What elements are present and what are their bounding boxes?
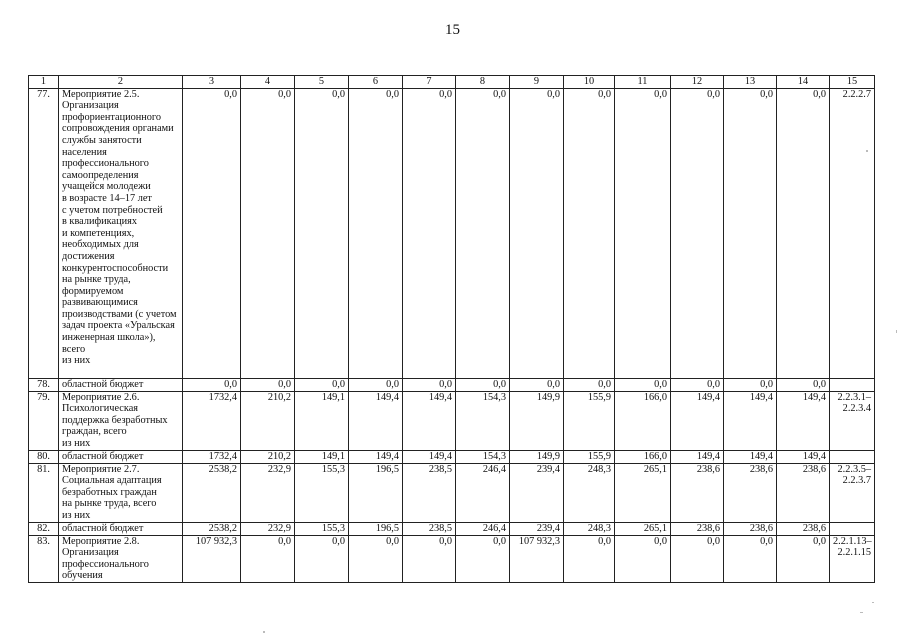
value-cell: 0,0	[456, 535, 510, 582]
table-row	[29, 535, 875, 582]
column-header: 1	[29, 76, 59, 89]
value-cell: 149,4	[349, 450, 403, 463]
value-cell: 154,3	[456, 391, 510, 450]
column-header: 13	[724, 76, 777, 89]
value-cell: 0,0	[295, 378, 349, 391]
value-cell: 196,5	[349, 522, 403, 535]
activity-name: областной бюджет	[59, 378, 183, 391]
value-cell: 149,4	[777, 450, 830, 463]
value-cell: 196,5	[349, 463, 403, 522]
column-header: 11	[615, 76, 671, 89]
value-cell: 0,0	[615, 88, 671, 378]
column-header: 3	[183, 76, 241, 89]
scan-speck	[263, 631, 265, 633]
column-header: 6	[349, 76, 403, 89]
value-cell: 149,9	[510, 391, 564, 450]
value-cell: 210,2	[241, 391, 295, 450]
page-number: 15	[445, 22, 460, 38]
value-cell: 0,0	[564, 88, 615, 378]
value-cell: 2538,2	[183, 463, 241, 522]
value-cell: 0,0	[349, 88, 403, 378]
table-row	[29, 378, 875, 391]
value-cell: 155,9	[564, 391, 615, 450]
value-cell: 210,2	[241, 450, 295, 463]
scan-speck	[860, 612, 863, 613]
target-code	[830, 378, 875, 391]
budget-table	[28, 75, 875, 583]
value-cell: 238,5	[403, 463, 456, 522]
column-header: 2	[59, 76, 183, 89]
value-cell: 155,3	[295, 522, 349, 535]
scan-speck	[896, 330, 897, 333]
value-cell: 265,1	[615, 463, 671, 522]
value-cell: 248,3	[564, 463, 615, 522]
value-cell: 0,0	[295, 535, 349, 582]
row-number: 78.	[29, 378, 59, 391]
value-cell: 107 932,3	[183, 535, 241, 582]
activity-name: Мероприятие 2.5. Организация профориентационного сопровождения органами службы занятости населения профессионального самоопределения учащейся молодежи в возрасте 14–17 лет с учетом потребностей в квалификациях и компетенциях, необходимых для достижения конкурентоспособности на рынке труда, формируемом развивающимися производствами (с учетом задач проекта «Уральская инженерная школа»), всего из них	[59, 88, 183, 378]
value-cell: 0,0	[615, 535, 671, 582]
value-cell: 0,0	[615, 378, 671, 391]
value-cell: 1732,4	[183, 391, 241, 450]
value-cell: 238,6	[671, 463, 724, 522]
value-cell: 149,1	[295, 391, 349, 450]
column-header: 15	[830, 76, 875, 89]
scan-speck	[872, 602, 874, 603]
value-cell: 149,4	[671, 450, 724, 463]
value-cell: 0,0	[777, 378, 830, 391]
value-cell: 232,9	[241, 463, 295, 522]
row-number: 80.	[29, 450, 59, 463]
value-cell: 0,0	[724, 535, 777, 582]
column-header: 10	[564, 76, 615, 89]
value-cell: 239,4	[510, 463, 564, 522]
value-cell: 149,4	[724, 450, 777, 463]
table-row	[29, 463, 875, 522]
column-header: 12	[671, 76, 724, 89]
value-cell: 0,0	[724, 378, 777, 391]
value-cell: 0,0	[510, 88, 564, 378]
value-cell: 0,0	[241, 535, 295, 582]
value-cell: 0,0	[671, 535, 724, 582]
target-code: 2.2.3.1– 2.2.3.4	[830, 391, 875, 450]
value-cell: 248,3	[564, 522, 615, 535]
value-cell: 246,4	[456, 522, 510, 535]
row-number: 83.	[29, 535, 59, 582]
value-cell: 0,0	[510, 378, 564, 391]
scan-speck	[866, 150, 868, 152]
table-row	[29, 450, 875, 463]
activity-name: областной бюджет	[59, 522, 183, 535]
column-header: 5	[295, 76, 349, 89]
column-header: 8	[456, 76, 510, 89]
value-cell: 238,5	[403, 522, 456, 535]
activity-name: Мероприятие 2.7. Социальная адаптация безработных граждан на рынке труда, всего из них	[59, 463, 183, 522]
value-cell: 149,4	[349, 391, 403, 450]
value-cell: 0,0	[241, 378, 295, 391]
header-row	[29, 76, 875, 89]
value-cell: 238,6	[671, 522, 724, 535]
value-cell: 149,4	[403, 450, 456, 463]
value-cell: 149,4	[403, 391, 456, 450]
value-cell: 238,6	[777, 522, 830, 535]
value-cell: 0,0	[241, 88, 295, 378]
target-code: 2.2.3.5– 2.2.3.7	[830, 463, 875, 522]
row-number: 82.	[29, 522, 59, 535]
value-cell: 149,4	[724, 391, 777, 450]
target-code: 2.2.2.7	[830, 88, 875, 378]
row-number: 77.	[29, 88, 59, 378]
activity-name: Мероприятие 2.8. Организация профессионального обучения	[59, 535, 183, 582]
target-code	[830, 450, 875, 463]
value-cell: 0,0	[456, 88, 510, 378]
value-cell: 0,0	[724, 88, 777, 378]
column-header: 9	[510, 76, 564, 89]
value-cell: 166,0	[615, 391, 671, 450]
row-number: 79.	[29, 391, 59, 450]
value-cell: 238,6	[724, 522, 777, 535]
target-code	[830, 522, 875, 535]
value-cell: 1732,4	[183, 450, 241, 463]
value-cell: 0,0	[671, 378, 724, 391]
row-number: 81.	[29, 463, 59, 522]
value-cell: 107 932,3	[510, 535, 564, 582]
value-cell: 0,0	[295, 88, 349, 378]
value-cell: 232,9	[241, 522, 295, 535]
value-cell: 0,0	[403, 378, 456, 391]
value-cell: 0,0	[777, 88, 830, 378]
value-cell: 0,0	[403, 535, 456, 582]
value-cell: 0,0	[564, 378, 615, 391]
table-row	[29, 522, 875, 535]
column-header: 4	[241, 76, 295, 89]
column-header: 14	[777, 76, 830, 89]
value-cell: 0,0	[777, 535, 830, 582]
value-cell: 246,4	[456, 463, 510, 522]
value-cell: 155,3	[295, 463, 349, 522]
column-header: 7	[403, 76, 456, 89]
value-cell: 149,9	[510, 450, 564, 463]
value-cell: 0,0	[456, 378, 510, 391]
value-cell: 0,0	[183, 378, 241, 391]
value-cell: 149,1	[295, 450, 349, 463]
value-cell: 0,0	[403, 88, 456, 378]
value-cell: 0,0	[564, 535, 615, 582]
activity-name: Мероприятие 2.6. Психологическая поддержка безработных граждан, всего из них	[59, 391, 183, 450]
value-cell: 0,0	[183, 88, 241, 378]
value-cell: 154,3	[456, 450, 510, 463]
table-row	[29, 88, 875, 378]
value-cell: 0,0	[349, 378, 403, 391]
value-cell: 265,1	[615, 522, 671, 535]
target-code: 2.2.1.13– 2.2.1.15	[830, 535, 875, 582]
value-cell: 2538,2	[183, 522, 241, 535]
value-cell: 166,0	[615, 450, 671, 463]
value-cell: 238,6	[777, 463, 830, 522]
value-cell: 239,4	[510, 522, 564, 535]
table-row	[29, 391, 875, 450]
value-cell: 149,4	[777, 391, 830, 450]
value-cell: 155,9	[564, 450, 615, 463]
activity-name: областной бюджет	[59, 450, 183, 463]
value-cell: 238,6	[724, 463, 777, 522]
value-cell: 149,4	[671, 391, 724, 450]
value-cell: 0,0	[349, 535, 403, 582]
value-cell: 0,0	[671, 88, 724, 378]
